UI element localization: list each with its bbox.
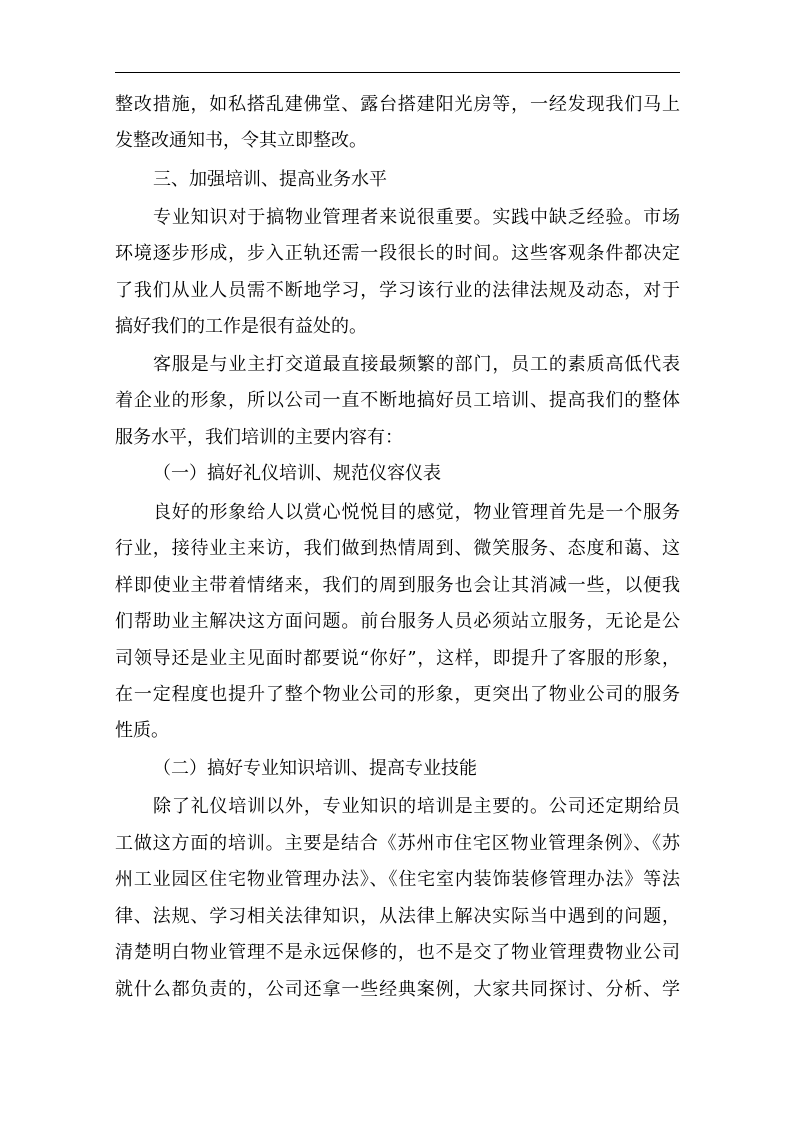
paragraph-line: 司领导还是业主见面时都要说“你好”，这样，即提升了客服的形象， xyxy=(115,648,680,669)
paragraph-line: 在一定程度也提升了整个物业公司的形象，更突出了物业公司的服务 xyxy=(115,684,680,705)
paragraph-line: 整改措施，如私搭乱建佛堂、露台搭建阳光房等，一经发现我们马上 xyxy=(115,94,680,115)
paragraph-line: 行业，接待业主来访，我们做到热情周到、微笑服务、态度和蔼、这 xyxy=(115,538,680,559)
paragraph-line: 了我们从业人员需不断地学习，学习该行业的法律法规及动态，对于 xyxy=(115,280,680,301)
paragraph-line: 州工业园区住宅物业管理办法》、《住宅室内装饰装修管理办法》等法 xyxy=(115,869,680,890)
paragraph-line: 搞好我们的工作是很有益处的。 xyxy=(115,316,367,337)
paragraph-line: 工做这方面的培训。主要是结合《苏州市住宅区物业管理条例》、《苏 xyxy=(115,833,680,854)
header-rule xyxy=(115,72,680,73)
paragraph-line: 发整改通知书，令其立即整改。 xyxy=(115,130,367,151)
paragraph-line: 环境逐步形成，步入正轨还需一段很长的时间。这些客观条件都决定 xyxy=(115,243,680,264)
subsection-heading: （一）搞好礼仪培训、规范仪容仪表 xyxy=(153,463,441,484)
section-heading: 三、加强培训、提高业务水平 xyxy=(153,169,387,190)
paragraph-line: 着企业的形象，所以公司一直不断地搞好员工培训、提高我们的整体 xyxy=(115,390,680,411)
paragraph-line: 律、法规、学习相关法律知识，从法律上解决实际当中遇到的问题， xyxy=(115,906,680,927)
paragraph-line: 专业知识对于搞物业管理者来说很重要。实践中缺乏经验。市场 xyxy=(153,207,680,228)
paragraph-line: 客服是与业主打交道最直接最频繁的部门，员工的素质高低代表 xyxy=(153,354,680,375)
paragraph-line: 服务水平，我们培训的主要内容有： xyxy=(115,427,403,448)
paragraph-line: 样即使业主带着情绪来，我们的周到服务也会让其消减一些，以便我 xyxy=(115,575,680,596)
paragraph-line: 清楚明白物业管理不是永远保修的，也不是交了物业管理费物业公司 xyxy=(115,942,680,963)
paragraph-line: 们帮助业主解决这方面问题。前台服务人员必须站立服务，无论是公 xyxy=(115,611,680,632)
paragraph-line: 除了礼仪培训以外，专业知识的培训是主要的。公司还定期给员 xyxy=(153,796,680,817)
paragraph-line: 就什么都负责的，公司还拿一些经典案例，大家共同探讨、分析、学 xyxy=(115,979,680,1000)
paragraph-line: 良好的形象给人以赏心悦悦目的感觉，物业管理首先是一个服务 xyxy=(153,502,680,523)
subsection-heading: （二）搞好专业知识培训、提高专业技能 xyxy=(153,758,477,779)
paragraph-line: 性质。 xyxy=(115,720,169,741)
